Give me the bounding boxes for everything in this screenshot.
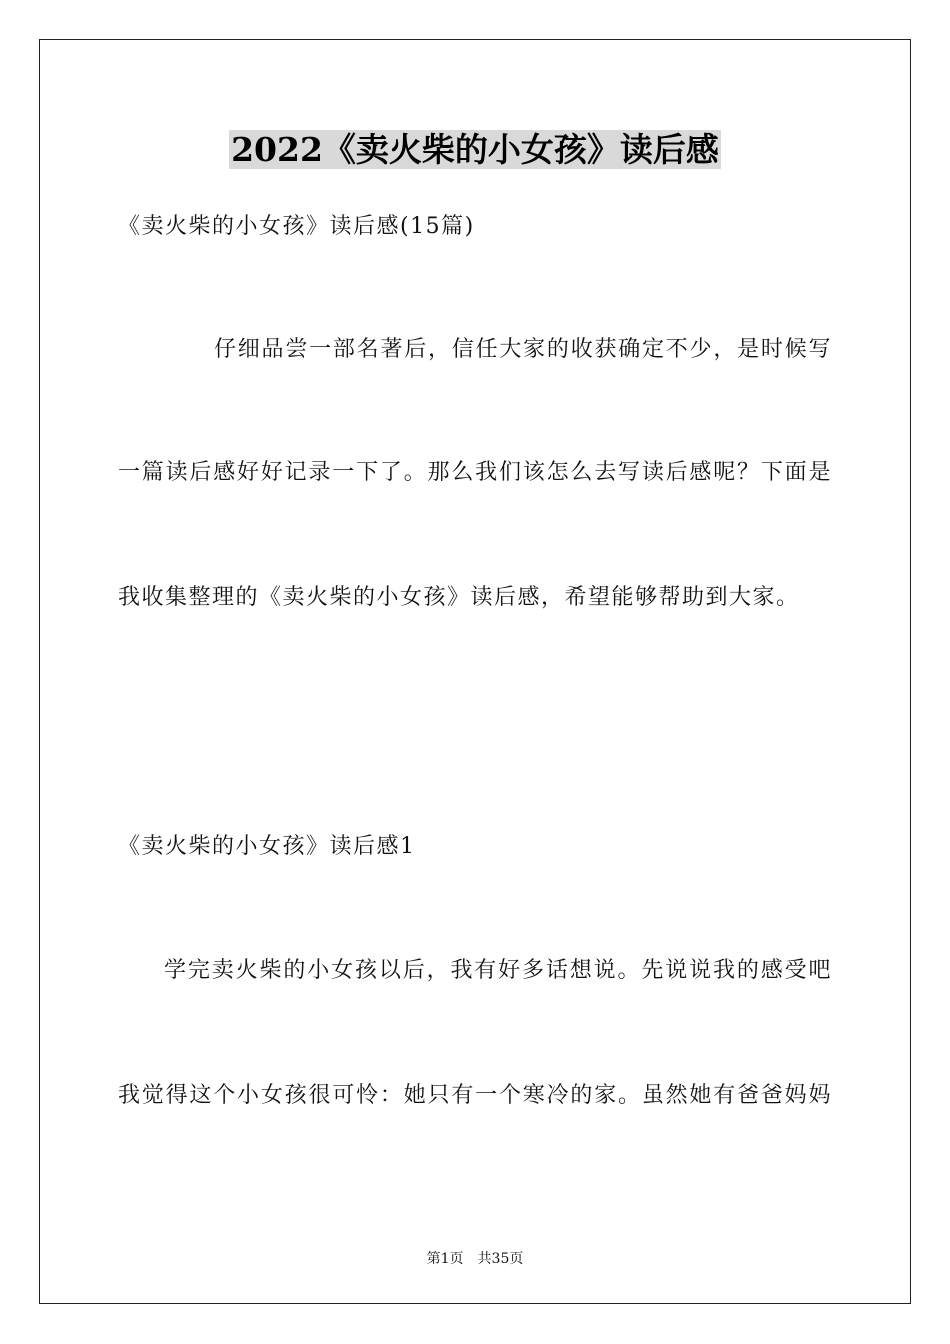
subtitle: 《卖火柴的小女孩》读后感(15篇) [118, 214, 475, 239]
page-footer [0, 1248, 950, 1268]
page-number: 第1页 [426, 1251, 464, 1267]
page-total: 共35页 [477, 1251, 524, 1267]
document-title [0, 128, 950, 172]
intro-line-1: 仔细品尝一部名著后，信任大家的收获确定不少，是时候写 [214, 337, 832, 362]
intro-line-2: 一篇读后感好好记录一下了。那么我们该怎么去写读后感呢？下面是 [118, 460, 832, 485]
intro-line-3: 我收集整理的《卖火柴的小女孩》读后感，希望能够帮助到大家。 [118, 585, 800, 610]
section-line-2: 我觉得这个小女孩很可怜：她只有一个寒冷的家。虽然她有爸爸妈妈 [118, 1083, 832, 1108]
section-line-1: 学完卖火柴的小女孩以后，我有好多话想说。先说说我的感受吧 [164, 958, 832, 983]
section-heading: 《卖火柴的小女孩》读后感1 [118, 834, 416, 859]
title-text: 2022《卖火柴的小女孩》读后感 [231, 130, 719, 169]
